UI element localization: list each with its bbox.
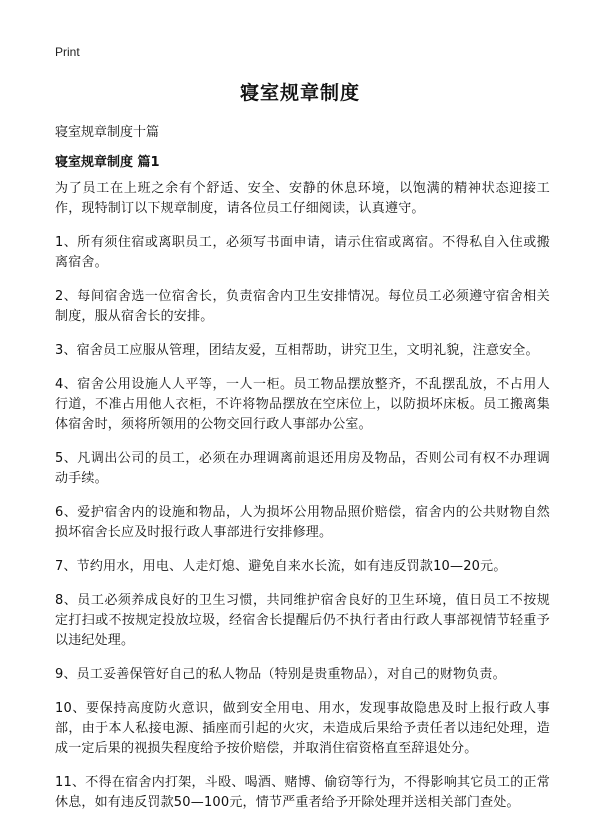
rule-6: 6、爱护宿舍内的设施和物品，人为损坏公用物品照价赔偿，宿舍内的公共财物自然损坏宿舍长应及时报行政人事部进行安排修理。	[55, 505, 550, 540]
rule-7: 7、节约用水，用电、人走灯熄、避免自来水长流，如有违反罚款10—20元。	[55, 559, 507, 574]
rule-5: 5、凡调出公司的员工，必须在办理调离前退还用房及物品，否则公司有权不办理调动手续。	[55, 451, 550, 486]
document-body	[55, 179, 550, 827]
rule-2: 2、每间宿舍选一位宿舍长，负责宿舍内卫生安排情况。每位员工必须遵守宿舍相关制度，服从宿舍长的安排。	[55, 289, 550, 324]
rule-3: 3、宿舍员工应服从管理，团结友爱，互相帮助，讲究卫生，文明礼貌，注意安全。	[55, 343, 539, 358]
rule-11: 11、不得在宿舍内打架，斗殴、喝酒、赌博、偷窃等行为，不得影响其它员工的正常休息，如有违反罚款50—100元，情节严重者给予开除处理并送相关部门查处。	[55, 775, 550, 810]
section-heading: 寝室规章制度 篇1	[55, 155, 160, 170]
rule-4: 4、宿舍公用设施人人平等，一人一柜。员工物品摆放整齐，不乱摆乱放，不占用人行道，不准占用他人衣柜，不许将物品摆放在空床位上，以防损坏床板。员工搬离集体宿舍时，须将所领用的公物交回行政人事部办公室。	[55, 377, 550, 432]
rule-1: 1、所有须住宿或离职员工，必须写书面申请，请示住宿或离宿。不得私自入住或搬离宿舍。	[55, 235, 550, 270]
rule-9: 9、员工妥善保管好自己的私人物品（特别是贵重物品），对自己的财物负责。	[55, 667, 506, 682]
rule-10: 10、要保持高度防火意识，做到安全用电、用水，发现事故隐患及时上报行政人事部，由于本人私接电源、插座而引起的火灾，未造成后果给予责任者以违纪处理，造成一定后果的视损失程度给予按价赔偿，并取消住宿资格直至辞退处分。	[55, 701, 550, 756]
intro-paragraph: 为了员工在上班之余有个舒适、安全、安静的休息环境，以饱满的精神状态迎接工作，现特制订以下规章制度，请各位员工仔细阅读，认真遵守。	[55, 181, 550, 216]
rule-8: 8、员工必须养成良好的卫生习惯，共同维护宿舍良好的卫生环境，值日员工不按规定打扫或不按规定投放垃圾，经宿舍长提醒后仍不执行者由行政人事部视情节轻重予以违纪处理。	[55, 593, 550, 648]
print-link[interactable]: Print	[55, 45, 80, 59]
document-subtitle: 寝室规章制度十篇	[55, 125, 160, 140]
page-title: 寝室规章制度	[239, 82, 360, 104]
